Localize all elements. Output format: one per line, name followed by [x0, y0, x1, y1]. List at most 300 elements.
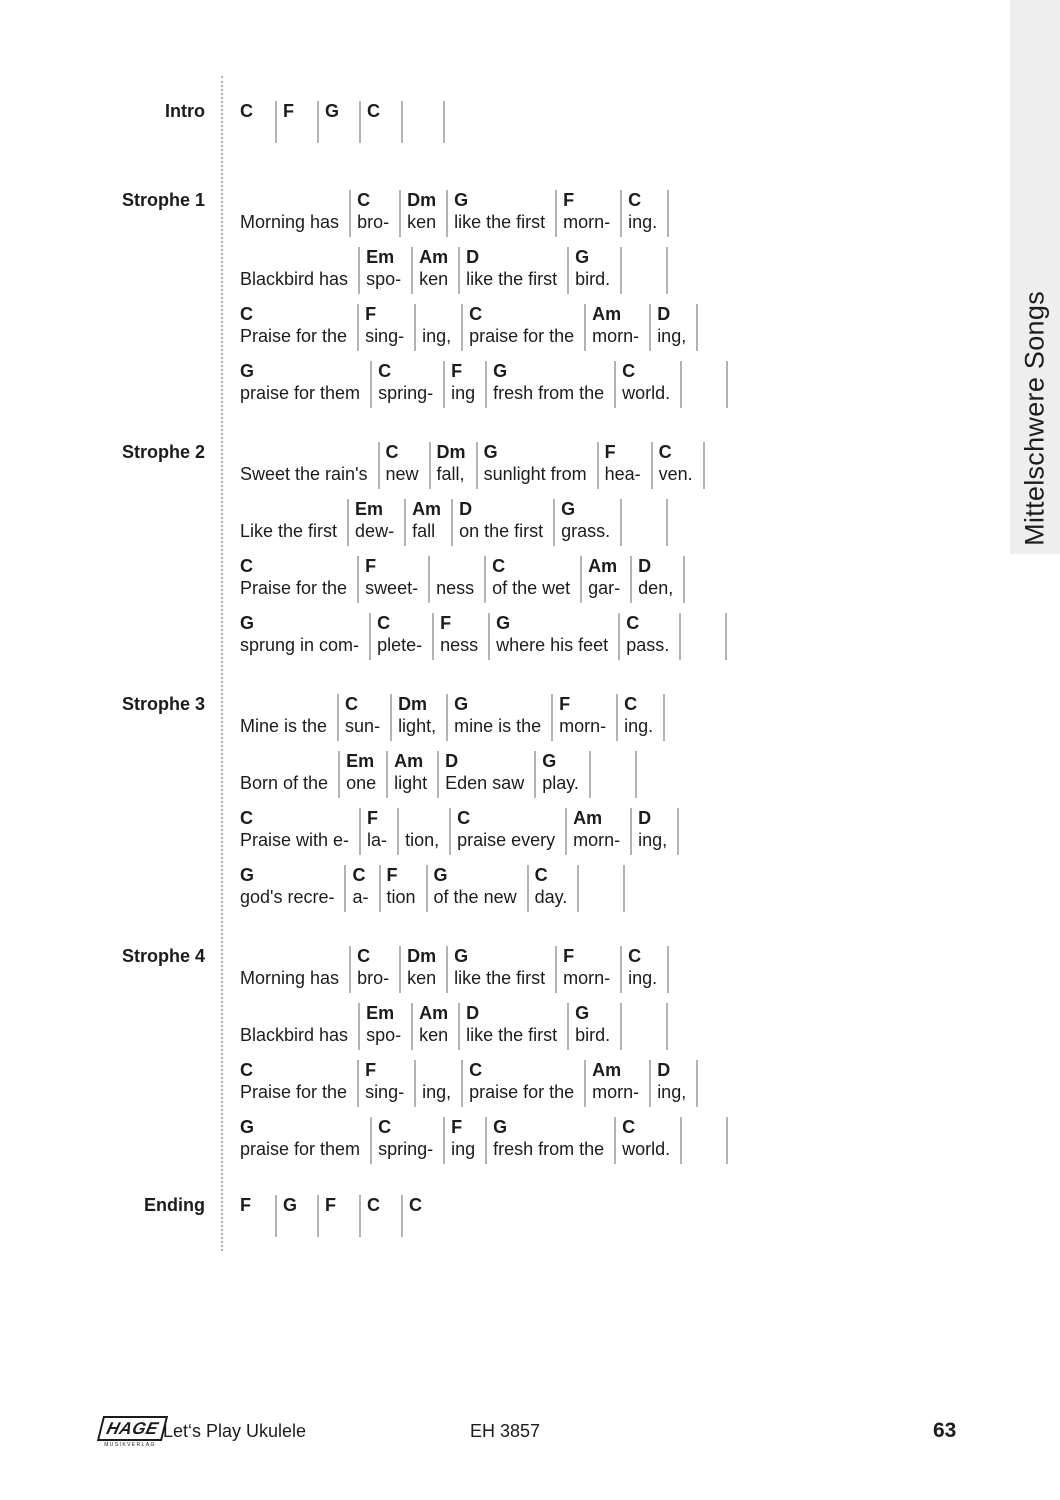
- chord-label: C: [378, 361, 392, 381]
- chord-label: [688, 1117, 716, 1137]
- lyric-text: Mine is the: [240, 716, 328, 736]
- chord-label: C: [357, 946, 371, 966]
- lyric-text: sing-: [365, 326, 405, 346]
- chord-label: [240, 1003, 348, 1023]
- lyric-text: ken: [419, 269, 449, 289]
- verse-line: [240, 808, 679, 855]
- bar-cell: [240, 556, 359, 603]
- bar-cell: [651, 304, 698, 351]
- lyric-text: sing-: [365, 1082, 405, 1102]
- chord-label: C: [622, 1117, 636, 1137]
- section-strophe-2: [0, 442, 1010, 660]
- chord-label: [436, 556, 474, 576]
- bar-cell: [240, 613, 371, 660]
- lyric-text: Like the first: [240, 521, 338, 541]
- lyric-text: morn-: [592, 326, 640, 346]
- chord-label: Dm: [436, 442, 466, 462]
- lyric-text: praise for them: [240, 1139, 361, 1159]
- section-strophe-1: [0, 190, 1010, 408]
- section-body: [222, 190, 728, 408]
- lyric-text: spo-: [366, 269, 402, 289]
- lyric-text: tion: [386, 887, 416, 907]
- lyric-text: ing.: [628, 212, 658, 232]
- chord-label: G: [542, 751, 557, 771]
- bar-cell: [399, 808, 451, 855]
- chord-label: [628, 1003, 656, 1023]
- chord-label: C: [626, 613, 640, 633]
- chord-label: G: [240, 361, 255, 381]
- bar-cell: [490, 613, 620, 660]
- chord-label: [240, 442, 368, 462]
- bar-cell: [632, 808, 679, 855]
- bar-cell: [622, 190, 669, 237]
- verse-line: [240, 361, 728, 408]
- chord-label: G: [240, 1117, 255, 1137]
- verse-line: [240, 499, 727, 546]
- chord-label: Am: [419, 247, 449, 267]
- section-label: Strophe 2: [121, 442, 205, 462]
- chord-label: F: [563, 946, 575, 966]
- lyric-text: ing,: [422, 1082, 452, 1102]
- bar-cell: [616, 1117, 682, 1164]
- bar-cell: [240, 865, 346, 912]
- bar-cell: [339, 694, 392, 741]
- bar-cell: [448, 946, 557, 993]
- chord-label: Em: [366, 247, 395, 267]
- chord-label: G: [493, 1117, 508, 1137]
- chord-label: F: [365, 1060, 377, 1080]
- lyric-text: bird.: [575, 269, 611, 289]
- chord-label: C: [628, 946, 642, 966]
- chord-label: F: [604, 442, 616, 462]
- bar-cell: [569, 1003, 622, 1050]
- lyric-text: god's recre-: [240, 887, 335, 907]
- chord-label: Em: [346, 751, 375, 771]
- bar-cell: [439, 751, 536, 798]
- bar-cell: [618, 694, 665, 741]
- hage-logo-box: [97, 1416, 168, 1441]
- lyric-text: Praise for the: [240, 1082, 348, 1102]
- bar-cell: [557, 946, 622, 993]
- lyric-text: ing,: [657, 1082, 687, 1102]
- bar-cell: [413, 1003, 460, 1050]
- chord-label: F: [451, 1117, 463, 1137]
- section-ending: [0, 1195, 1010, 1237]
- lyric-text: light,: [398, 716, 437, 736]
- chord-label: [422, 304, 451, 324]
- lyric-text: play.: [542, 773, 579, 793]
- chord-label: G: [483, 442, 498, 462]
- chord-label: C: [357, 190, 371, 210]
- bar-cell: [448, 190, 557, 237]
- bar-cell: [586, 1060, 651, 1107]
- chord-label: Am: [412, 499, 442, 519]
- verse-line: [240, 1117, 728, 1164]
- chord-label: Em: [355, 499, 384, 519]
- lyric-text: bro-: [357, 212, 390, 232]
- lyric-text: la-: [367, 830, 388, 850]
- chord-label: F: [563, 190, 575, 210]
- lyric-text: ing,: [657, 326, 687, 346]
- lyric-text: Praise for the: [240, 578, 348, 598]
- bar-cell: [240, 304, 359, 351]
- chord-label: C: [457, 808, 471, 828]
- chord-label: [240, 499, 337, 519]
- bar-cell: C: [240, 101, 277, 143]
- lyric-text: ing,: [638, 830, 668, 850]
- chord-label: [585, 865, 613, 885]
- bar-cell: [567, 808, 632, 855]
- lyric-text: den,: [638, 578, 674, 598]
- lyric-text: tion,: [405, 830, 440, 850]
- lyric-text: grass.: [561, 521, 611, 541]
- page-footer: [0, 1412, 1060, 1462]
- bar-cell: [434, 613, 490, 660]
- lyric-text: ness: [436, 578, 475, 598]
- category-tab: [1010, 0, 1060, 554]
- chord-label: D: [445, 751, 459, 771]
- chord-label: F: [440, 613, 452, 633]
- bar-cell: [413, 247, 460, 294]
- bar-cell: [428, 865, 529, 912]
- bar-cell: [359, 304, 416, 351]
- section-intro: [0, 101, 1010, 143]
- chord-label: D: [459, 499, 473, 519]
- section-label: Strophe 4: [121, 946, 205, 966]
- bar-cell: [371, 613, 434, 660]
- chord-row: [240, 1195, 445, 1237]
- chord-label: C: [378, 1117, 392, 1137]
- lyric-text: dew-: [355, 521, 395, 541]
- verse-line: [240, 865, 679, 912]
- bar-cell: [616, 361, 682, 408]
- bar-cell: [460, 1003, 569, 1050]
- bar-cell: [430, 556, 486, 603]
- chord-label: D: [638, 556, 652, 576]
- chord-label: C: [624, 694, 638, 714]
- lyric-text: sweet-: [365, 578, 419, 598]
- lyric-text: Blackbird has: [240, 1025, 349, 1045]
- chord-label: [422, 1060, 451, 1080]
- section-body: [222, 101, 445, 143]
- lyric-text: morn-: [563, 212, 611, 232]
- lyric-text: ness: [440, 635, 479, 655]
- lyric-text: light: [394, 773, 428, 793]
- bar-cell: [453, 499, 555, 546]
- bar-cell: [416, 1060, 463, 1107]
- bar-cell: [620, 613, 681, 660]
- bar-cell: [372, 1117, 445, 1164]
- chord-label: C: [352, 865, 366, 885]
- bar-cell: [622, 946, 669, 993]
- bar-cell: [599, 442, 653, 489]
- bar-cell: [240, 1060, 359, 1107]
- bar-cell: [406, 499, 453, 546]
- verse-line: [240, 190, 728, 237]
- bar-cell: [416, 304, 463, 351]
- bar-cell: [463, 1060, 586, 1107]
- chord-label: G: [561, 499, 576, 519]
- bar-cell: [445, 361, 487, 408]
- bar-cell: [463, 304, 586, 351]
- chord-label: C: [240, 1060, 253, 1080]
- bar-cell: [240, 694, 339, 741]
- chord-label: C: [240, 556, 253, 576]
- lyric-text: ing.: [628, 968, 658, 988]
- lyric-text: Praise for the: [240, 326, 348, 346]
- bar-cell: [372, 361, 445, 408]
- verse-line: [240, 304, 728, 351]
- bar-cell-empty: [579, 865, 625, 912]
- bar-cell: [553, 694, 618, 741]
- section-label: Ending: [144, 1195, 205, 1215]
- bar-cell: [582, 556, 632, 603]
- lyric-text: Eden saw: [445, 773, 525, 793]
- bar-cell-empty: [622, 499, 668, 546]
- chord-label: [240, 190, 339, 210]
- lyric-text: gar-: [588, 578, 621, 598]
- chord-label: F: [559, 694, 571, 714]
- lyric-text: ken: [419, 1025, 449, 1045]
- chord-label: [628, 247, 656, 267]
- bar-cell: [460, 247, 569, 294]
- verse-line: [240, 1003, 728, 1050]
- section-strophe-4: [0, 946, 1010, 1164]
- verse-line: [240, 613, 727, 660]
- chord-label: Dm: [398, 694, 428, 714]
- lyric-text: Born of the: [240, 773, 329, 793]
- chord-label: Am: [588, 556, 618, 576]
- bar-cell: [346, 865, 380, 912]
- hage-logo-text: HAGE: [104, 1419, 161, 1438]
- chord-label: C: [385, 442, 399, 462]
- lyric-text: hea-: [604, 464, 641, 484]
- song-sections: [0, 101, 1010, 1237]
- lyric-text: ing: [451, 383, 476, 403]
- chord-label: D: [657, 1060, 671, 1080]
- chord-label: C: [469, 304, 483, 324]
- lyric-text: praise for the: [469, 326, 575, 346]
- chord-label: [240, 247, 348, 267]
- lyric-text: mine is the: [454, 716, 542, 736]
- lyric-text: spring-: [378, 383, 434, 403]
- chord-label: C: [658, 442, 672, 462]
- section-label: Intro: [165, 101, 205, 121]
- lyric-text: world.: [622, 1139, 671, 1159]
- bar-cell: [240, 499, 349, 546]
- chord-label: D: [466, 1003, 480, 1023]
- chord-label: C: [469, 1060, 483, 1080]
- chord-label: G: [575, 247, 590, 267]
- lyric-text: bird.: [575, 1025, 611, 1045]
- bar-cell: F: [240, 1195, 277, 1237]
- bar-cell: [392, 694, 448, 741]
- lyric-text: pass.: [626, 635, 670, 655]
- chord-label: [597, 751, 625, 771]
- lyric-text: sunlight from: [483, 464, 587, 484]
- bar-cell: [351, 190, 401, 237]
- lyric-text: fresh from the: [493, 383, 605, 403]
- section-label: Strophe 3: [121, 694, 205, 714]
- lyric-text: where his feet: [496, 635, 609, 655]
- lyric-text: morn-: [592, 1082, 640, 1102]
- bar-cell: [651, 1060, 698, 1107]
- chord-label: C: [377, 613, 391, 633]
- publisher-logo: [100, 1416, 160, 1448]
- bar-cell: [360, 247, 413, 294]
- bar-cell: [448, 694, 553, 741]
- chord-label: C: [240, 304, 253, 324]
- bar-cell: [557, 190, 622, 237]
- verse-line: [240, 556, 727, 603]
- chord-label: C: [240, 808, 253, 828]
- verse-line: [240, 946, 728, 993]
- chord-label: [688, 361, 716, 381]
- chord-label: [628, 499, 656, 519]
- lyric-text: fall,: [436, 464, 465, 484]
- bar-cell: [555, 499, 622, 546]
- bar-cell: [240, 247, 360, 294]
- bar-cell: [632, 556, 685, 603]
- bar-cell: [653, 442, 705, 489]
- bar-cell: [359, 1060, 416, 1107]
- bar-cell: [445, 1117, 487, 1164]
- bar-cell: C: [361, 1195, 403, 1237]
- verse-line: [240, 694, 679, 741]
- bar-cell: [487, 361, 616, 408]
- bar-cell: [486, 556, 582, 603]
- bar-cell: [401, 190, 448, 237]
- category-tab-label: Mittelschwere Songs: [1019, 291, 1050, 546]
- chord-label: Am: [592, 1060, 622, 1080]
- lyric-text: morn-: [563, 968, 611, 988]
- verse-line: [240, 1060, 728, 1107]
- bar-cell: [240, 361, 372, 408]
- lyric-text: day.: [534, 887, 568, 907]
- lyric-text: of the wet: [492, 578, 571, 598]
- bar-cell-empty: [591, 751, 637, 798]
- bar-cell: [451, 808, 567, 855]
- chord-label: C: [345, 694, 359, 714]
- lyric-text: ken: [407, 212, 437, 232]
- verse-line: [240, 442, 727, 489]
- chord-label: G: [454, 694, 469, 714]
- bar-cell: F: [277, 101, 319, 143]
- bar-cell: [359, 556, 430, 603]
- chord-label: C: [492, 556, 506, 576]
- lyric-text: ken: [407, 968, 437, 988]
- bar-cell: C: [409, 1195, 422, 1215]
- chord-label: F: [451, 361, 463, 381]
- page-number: 63: [933, 1419, 957, 1442]
- section-body: [222, 1195, 445, 1237]
- chord-label: G: [454, 190, 469, 210]
- chord-label: C: [628, 190, 642, 210]
- bar-cell: [240, 1003, 360, 1050]
- bar-cell: [240, 1117, 372, 1164]
- lyric-text: on the first: [459, 521, 544, 541]
- chord-label: D: [657, 304, 671, 324]
- lyric-text: plete-: [377, 635, 423, 655]
- chord-label: Am: [394, 751, 424, 771]
- section-body: [222, 946, 728, 1164]
- lyric-text: Morning has: [240, 212, 340, 232]
- lyric-text: morn-: [559, 716, 607, 736]
- series-title: Let‘s Play Ukulele: [163, 1421, 307, 1441]
- bar-cell-empty: [682, 1117, 728, 1164]
- chord-label: G: [240, 865, 255, 885]
- chord-label: Dm: [407, 946, 437, 966]
- section-label: Strophe 1: [121, 190, 205, 210]
- section-strophe-3: [0, 694, 1010, 912]
- chord-row: [240, 101, 445, 143]
- bar-cell: G: [319, 101, 361, 143]
- lyric-text: fresh from the: [493, 1139, 605, 1159]
- chord-label: G: [575, 1003, 590, 1023]
- section-body: [222, 442, 727, 660]
- lyric-text: a-: [352, 887, 369, 907]
- bar-cell: [401, 946, 448, 993]
- section-body: [222, 694, 679, 912]
- chord-label: G: [433, 865, 448, 885]
- chord-label: D: [466, 247, 480, 267]
- lyric-text: like the first: [466, 1025, 558, 1045]
- lyric-text: Sweet the rain's: [240, 464, 368, 484]
- bar-cell-empty: [622, 1003, 668, 1050]
- edition-number: EH 3857: [470, 1421, 541, 1441]
- chord-label: G: [493, 361, 508, 381]
- bar-cell-empty: [681, 613, 727, 660]
- chord-label: C: [534, 865, 548, 885]
- lyric-text: Blackbird has: [240, 269, 349, 289]
- lyric-text: Praise with e-: [240, 830, 350, 850]
- bar-cell: C: [361, 101, 403, 143]
- chord-label: [240, 751, 328, 771]
- bar-cell: [240, 808, 361, 855]
- lyric-text: like the first: [454, 968, 546, 988]
- bar-cell: [431, 442, 478, 489]
- chord-label: Am: [419, 1003, 449, 1023]
- chord-label: D: [638, 808, 652, 828]
- lyric-text: world.: [622, 383, 671, 403]
- chord-label: F: [386, 865, 398, 885]
- bar-cell: [240, 946, 351, 993]
- verse-line: [240, 751, 679, 798]
- bar-cell: [349, 499, 406, 546]
- bar-cell: [361, 808, 399, 855]
- lyric-text: bro-: [357, 968, 390, 988]
- chord-label: C: [622, 361, 636, 381]
- bar-cell: [529, 865, 580, 912]
- bar-cell-empty: [622, 247, 668, 294]
- bar-cell: [240, 442, 380, 489]
- chord-label: F: [365, 556, 377, 576]
- lyric-text: spo-: [366, 1025, 402, 1045]
- lyric-text: praise every: [457, 830, 556, 850]
- bar-cell: [487, 1117, 616, 1164]
- bar-cell: [240, 190, 351, 237]
- lyric-text: praise for them: [240, 383, 361, 403]
- chord-label: Am: [573, 808, 603, 828]
- bar-cell: [340, 751, 388, 798]
- lyric-text: ing,: [422, 326, 452, 346]
- chord-label: G: [454, 946, 469, 966]
- lyric-text: ing: [451, 1139, 476, 1159]
- bar-cell-empty: [403, 101, 445, 143]
- bar-cell: [478, 442, 599, 489]
- bar-cell: F: [319, 1195, 361, 1237]
- bar-cell: [388, 751, 439, 798]
